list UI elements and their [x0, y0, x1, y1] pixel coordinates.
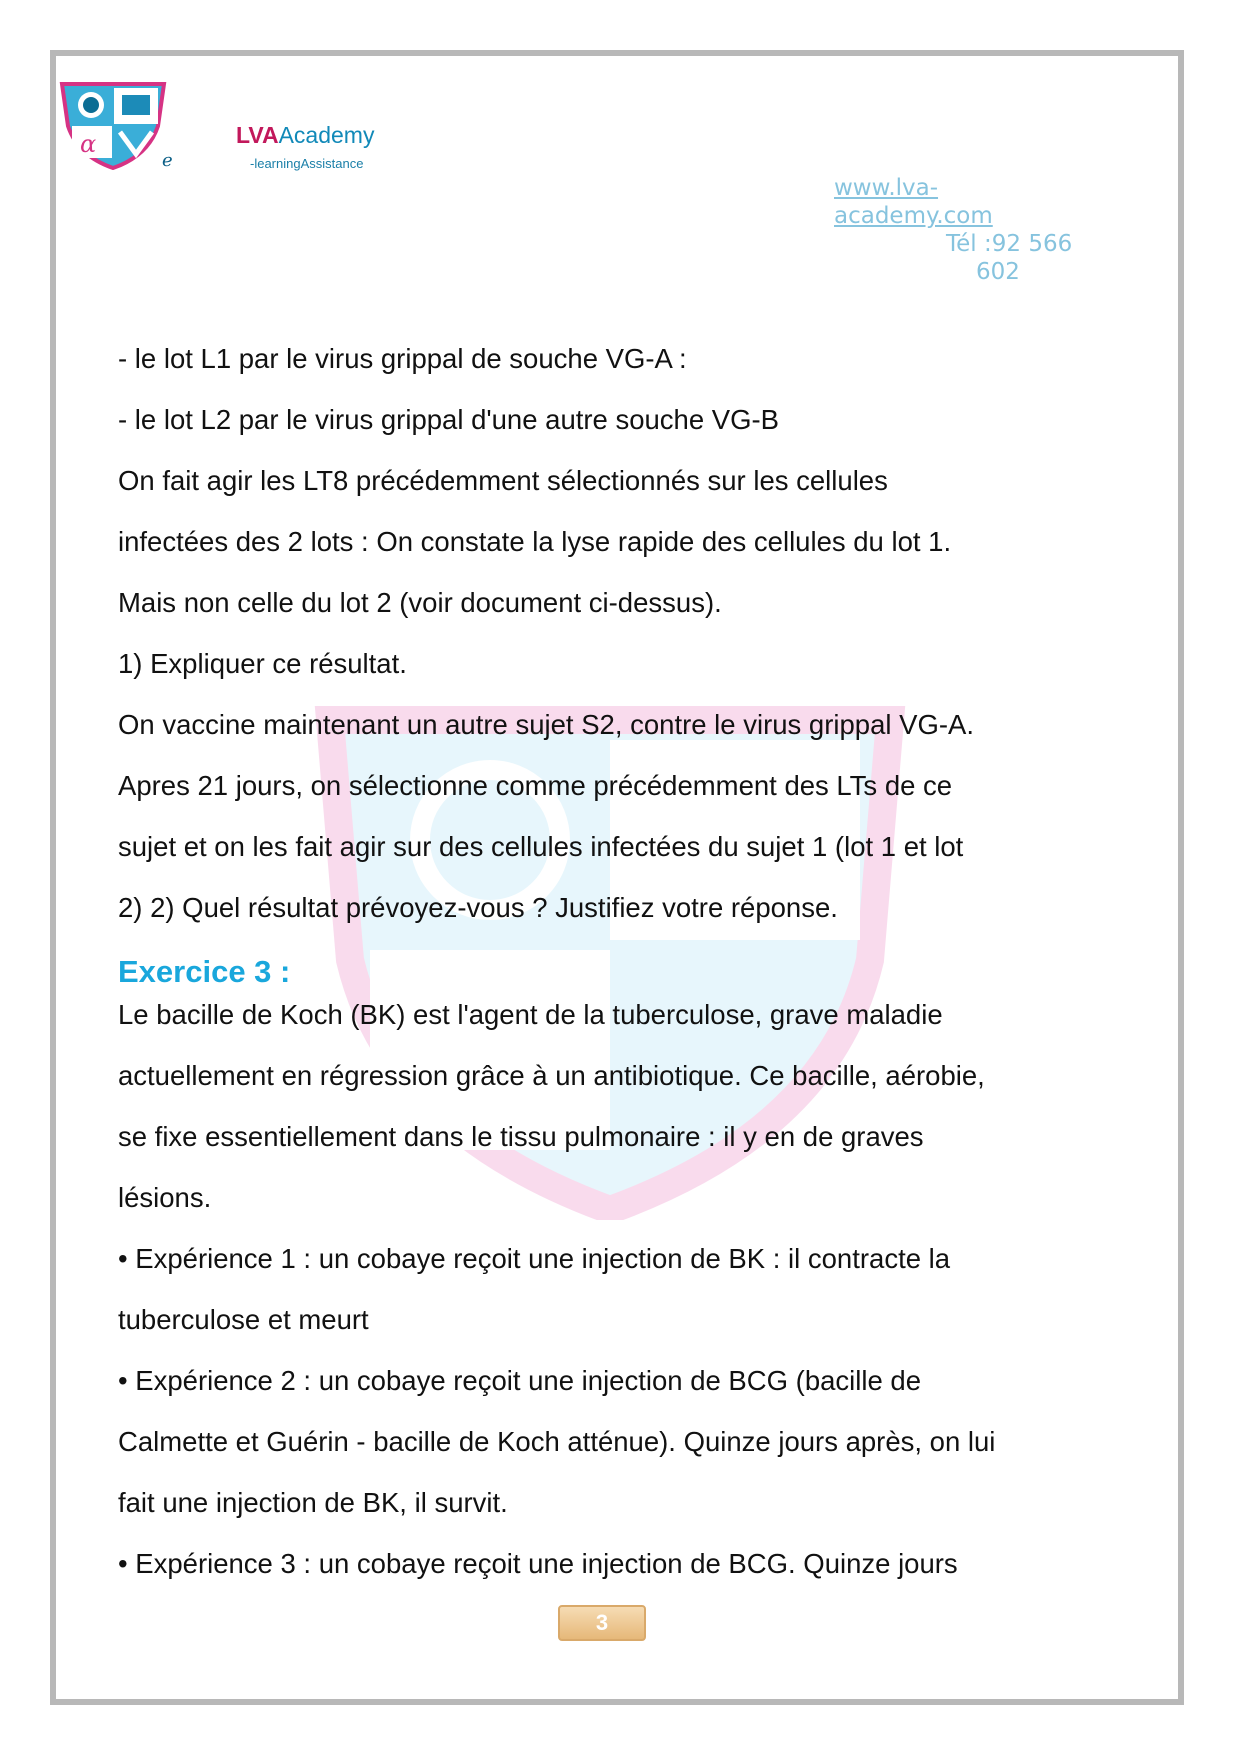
brand-lva: LVA — [236, 122, 279, 148]
text-line: lésions. — [118, 1182, 212, 1213]
page-number: 3 — [558, 1605, 646, 1641]
text-line: • Expérience 2 : un cobaye reçoit une injection de BCG (bacille de — [118, 1365, 922, 1396]
text-line: actuellement en régression grâce à un antibiotique. Ce bacille, aérobie, — [118, 1060, 985, 1091]
text-line: tuberculose et meurt — [118, 1304, 369, 1335]
logo-letter: e — [162, 150, 173, 171]
text-line: Calmette et Guérin - bacille de Koch atténue). Quinze jours après, on lui — [118, 1426, 996, 1457]
academy-logo-icon — [58, 80, 168, 170]
contact-block — [834, 174, 1094, 286]
text-line: sujet et on les fait agir sur des cellules infectées du sujet 1 (lot 1 et lot — [118, 831, 964, 862]
phone-line2: 602 — [976, 259, 1020, 285]
brand-subtitle: -learningAssistance — [250, 156, 364, 171]
text-line: Le bacille de Koch (BK) est l'agent de la tuberculose, grave maladie — [118, 999, 943, 1030]
text-line: se fixe essentiellement dans le tissu pulmonaire : il y en de graves — [118, 1121, 924, 1152]
brand-name — [236, 122, 374, 149]
website-link-line1[interactable]: www.lva- — [834, 175, 939, 201]
text-line: Mais non celle du lot 2 (voir document ci-dessus). — [118, 587, 722, 618]
phone-line1: Tél :92 566 — [946, 231, 1073, 257]
text-line: 1) Expliquer ce résultat. — [118, 648, 407, 679]
text-line: On vaccine maintenant un autre sujet S2, contre le virus grippal VG-A. — [118, 709, 974, 740]
website-link-line2[interactable]: academy.com — [834, 203, 993, 229]
text-line: Apres 21 jours, on sélectionne comme précédemment des LTs de ce — [118, 770, 953, 801]
document-body — [118, 336, 1098, 1602]
text-line: On fait agir les LT8 précédemment sélectionnés sur les cellules — [118, 465, 888, 496]
text-line: - le lot L2 par le virus grippal d'une autre souche VG-B — [118, 404, 780, 435]
text-line: • Expérience 1 : un cobaye reçoit une injection de BK : il contracte la — [118, 1243, 951, 1274]
brand-academy: Academy — [278, 122, 375, 148]
text-line: 2) 2) Quel résultat prévoyez-vous ? Justifiez votre réponse. — [118, 892, 838, 923]
text-line: fait une injection de BK, il survit. — [118, 1487, 508, 1518]
exercise-heading: Exercice 3 : — [118, 954, 291, 989]
svg-text:α: α — [80, 130, 97, 158]
text-line: • Expérience 3 : un cobaye reçoit une injection de BCG. Quinze jours — [118, 1548, 958, 1579]
text-line: - le lot L1 par le virus grippal de souche VG-A : — [118, 343, 687, 374]
text-line: infectées des 2 lots : On constate la lyse rapide des cellules du lot 1. — [118, 526, 952, 557]
